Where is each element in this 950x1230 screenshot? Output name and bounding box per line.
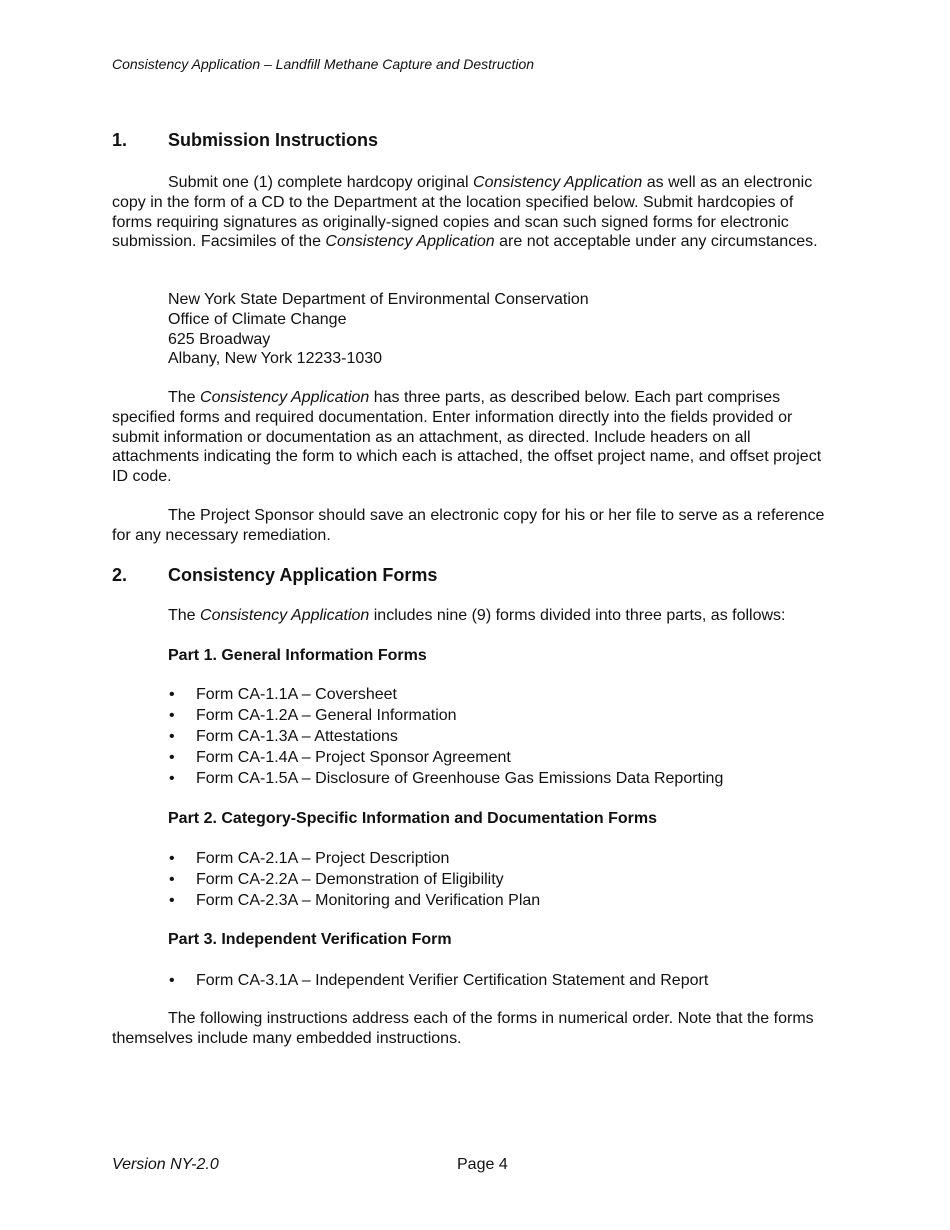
address-line: Albany, New York 12233-1030 — [168, 350, 383, 368]
address-line: Office of Climate Change — [168, 310, 347, 328]
list-item: • Form CA-2.3A – Monitoring and Verification Plan — [169, 892, 541, 909]
address-line: 625 Broadway — [168, 330, 271, 348]
section-1-heading — [112, 131, 378, 151]
list-item: • Form CA-2.2A – Demonstration of Eligibility — [169, 871, 504, 888]
bullet-icon: • — [169, 749, 175, 766]
section-2-heading — [112, 566, 437, 586]
part-2-form-list — [168, 848, 540, 911]
part-3-form-list — [168, 970, 708, 991]
section-2-title: Consistency Application Forms — [168, 565, 438, 585]
bullet-icon: • — [169, 892, 175, 909]
save-copy-paragraph: The Project Sponsor should save an electronic copy for his or her file to serve as a reference for any necessary remediation. — [112, 507, 825, 544]
section-2-number: 2. — [112, 565, 128, 585]
running-header: Consistency Application – Landfill Methane Capture and Destruction — [112, 56, 535, 72]
parts-description-paragraph: The Consistency Application has three parts, as described below. Each part comprises specified forms and required documentation. Enter information directly into the fields provided or submit information or documentation as an attachment, as directed. Include headers on all attachments indicating the form to which each is attached, the offset project name, and offset project ID code. — [112, 389, 822, 486]
list-item: • Form CA-1.3A – Attestations — [169, 728, 398, 745]
section-1-title: Submission Instructions — [168, 130, 379, 150]
bullet-icon: • — [169, 871, 175, 888]
part-1-form-list — [168, 684, 723, 789]
bullet-icon: • — [169, 707, 175, 724]
part-2-heading: Part 2. Category-Specific Information and Documentation Forms — [168, 810, 657, 827]
list-item: • Form CA-1.4A – Project Sponsor Agreement — [169, 749, 511, 766]
list-item: • Form CA-1.2A – General Information — [169, 707, 457, 724]
list-item: • Form CA-3.1A – Independent Verifier Certification Statement and Report — [169, 972, 709, 989]
list-item: • Form CA-1.5A – Disclosure of Greenhouse Gas Emissions Data Reporting — [169, 770, 724, 787]
bullet-icon: • — [169, 770, 175, 787]
footer-page-number: Page 4 — [457, 1156, 508, 1173]
section-1-number: 1. — [112, 130, 128, 150]
closing-paragraph: The following instructions address each of the forms in numerical order. Note that the forms themselves include many embedded instructions. — [112, 1010, 814, 1047]
bullet-icon: • — [169, 686, 175, 703]
part-1-heading: Part 1. General Information Forms — [168, 647, 427, 664]
bullet-icon: • — [169, 728, 175, 745]
submission-paragraph: Submit one (1) complete hardcopy original Consistency Application as well as an electronic copy in the form of a CD to the Department at the location specified below. Submit hardcopies of forms requiring signatures as originally-signed copies and scan such signed forms for electronic submission. Facsimiles of the Consistency Application are not acceptable under any circumstances. — [112, 174, 818, 251]
bullet-icon: • — [169, 972, 175, 989]
footer-version: Version NY-2.0 — [112, 1156, 219, 1173]
address-line: New York State Department of Environmental Conservation — [168, 291, 589, 308]
forms-intro-paragraph: The Consistency Application includes nine (9) forms divided into three parts, as follows: — [168, 607, 786, 624]
bullet-icon: • — [169, 850, 175, 867]
mailing-address — [168, 290, 589, 369]
list-item: • Form CA-1.1A – Coversheet — [169, 686, 397, 703]
list-item: • Form CA-2.1A – Project Description — [169, 850, 450, 867]
part-3-heading: Part 3. Independent Verification Form — [168, 931, 452, 948]
